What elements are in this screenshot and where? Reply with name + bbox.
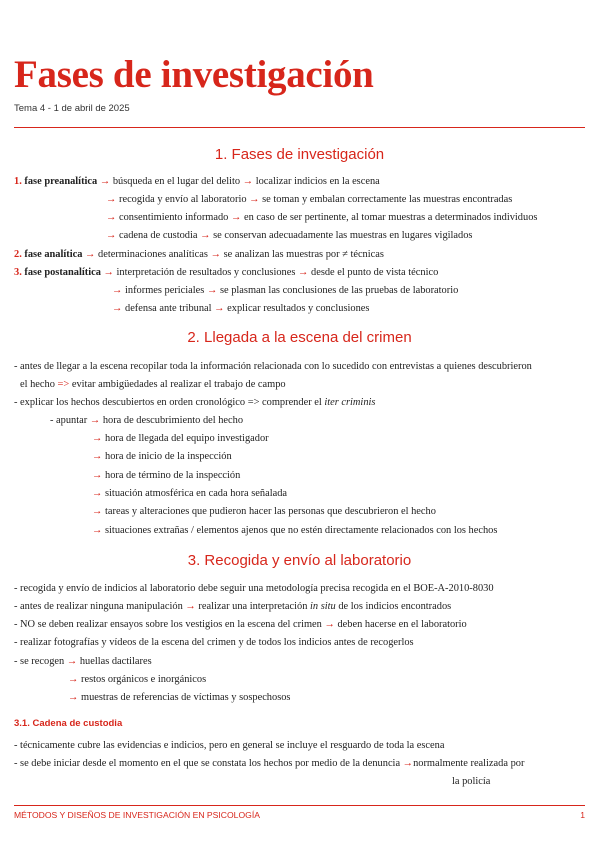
page-title: Fases de investigación (14, 53, 374, 96)
paragraph-line: el hecho => evitar ambigüedades al realizar el trabajo de campo (20, 379, 286, 390)
paragraph-line: - antes de llegar a la escena recopilar toda la información relacionada con lo sucedido con entrevistas a quienes descubrieron (14, 361, 532, 372)
list-item: → restos orgánicos e inorgánicos (68, 673, 206, 686)
list-item: - se recogen → huellas dactilares (14, 655, 152, 668)
section-3-heading: 3. Recogida y envío al laboratorio (187, 552, 412, 569)
list-item: 1. fase preanalítica → búsqueda en el lugar del delito → localizar indicios en la escena (14, 175, 380, 188)
list-item: → consentimiento informado → en caso de ser pertinente, al tomar muestras a determinados individuos (106, 211, 537, 224)
list-item: - apuntar → hora de descubrimiento del hecho (50, 414, 243, 427)
subsection-heading: 3.1. Cadena de custodia (14, 718, 123, 729)
page-subtitle: Tema 4 - 1 de abril de 2025 (14, 103, 130, 114)
list-item: → recogida y envío al laboratorio → se toman y embalan correctamente las muestras encontradas (106, 193, 512, 206)
list-item: → situación atmosférica en cada hora señalada (92, 487, 287, 500)
section-1-heading: 1. Fases de investigación (214, 146, 385, 163)
list-item: → hora de inicio de la inspección (92, 450, 232, 463)
section-2-heading: 2. Llegada a la escena del crimen (187, 329, 412, 346)
list-item: → muestras de referencias de víctimas y sospechosos (68, 691, 290, 704)
paragraph-line: - recogida y envío de indicios al laboratorio debe seguir una metodología precisa recogida en el BOE-A-2010-8030 (14, 583, 494, 594)
list-item: → tareas y alteraciones que pudieron hacer las personas que descubrieron el hecho (92, 505, 436, 518)
paragraph-line: - realizar fotografías y vídeos de la escena del crimen y de todos los indicios antes de recogerlos (14, 637, 414, 648)
header-divider (14, 127, 585, 128)
list-item: → cadena de custodia → se conservan adecuadamente las muestras en lugares vigilados (106, 229, 472, 242)
list-item: → situaciones extrañas / elementos ajenos que no estén directamente relacionados con los hechos (92, 524, 497, 537)
footer-course: MÉTODOS Y DISEÑOS DE INVESTIGACIÓN EN PSICOLOGÍA (14, 810, 260, 820)
paragraph-line: - explicar los hechos descubiertos en orden cronológico => comprender el iter criminis (14, 397, 376, 408)
paragraph-line: - NO se deben realizar ensayos sobre los vestigios en la escena del crimen → deben hacerse en el laboratorio (14, 618, 467, 631)
paragraph-line: - se debe iniciar desde el momento en el que se constata los hechos por medio de la denuncia → normalmente realizada por (14, 757, 524, 770)
paragraph-line: - antes de realizar ninguna manipulación → realizar una interpretación in situ de los indicios encontrados (14, 600, 451, 613)
list-item: 2. fase analítica → determinaciones analíticas → se analizan las muestras por ≠ técnicas (14, 248, 384, 261)
page-number: 1 (580, 810, 585, 820)
list-item: → hora de término de la inspección (92, 469, 240, 482)
list-item: → hora de llegada del equipo investigador (92, 432, 269, 445)
list-item: → informes periciales → se plasman las conclusiones de las pruebas de laboratorio (112, 284, 458, 297)
paragraph-line: - técnicamente cubre las evidencias e indicios, pero en general se incluye el resguardo de toda la escena (14, 740, 445, 751)
list-item: 3. fase postanalítica → interpretación de resultados y conclusiones → desde el punto de vista técnico (14, 266, 438, 279)
footer-divider (14, 805, 585, 806)
paragraph-line: la policía (452, 776, 491, 787)
list-item: → defensa ante tribunal → explicar resultados y conclusiones (112, 302, 369, 315)
